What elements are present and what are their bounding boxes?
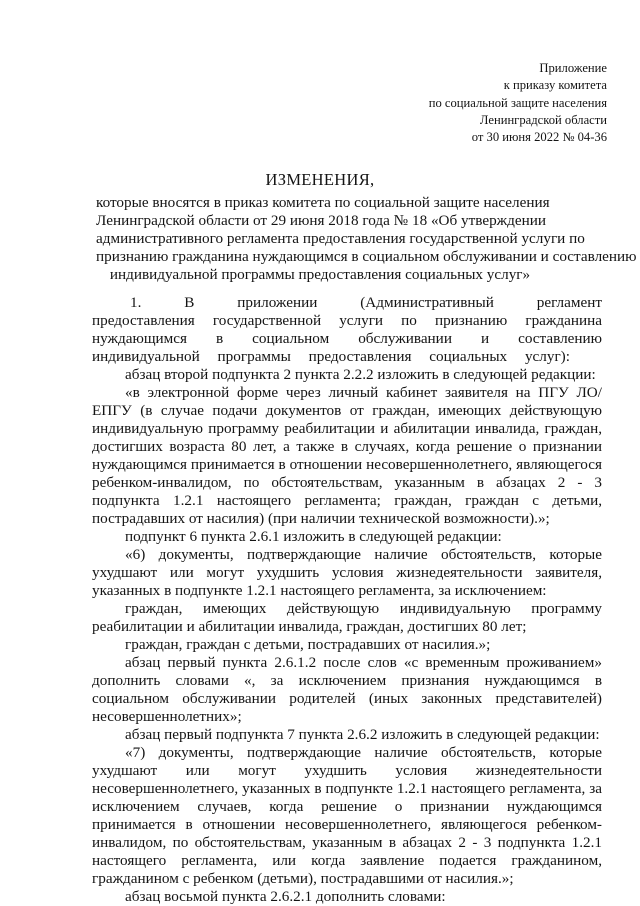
paragraph-item-1: 1. В приложении (Административный регламент предоставления государственной услуги по признанию гражданина нуждающимся в социальном обслуживании и составлению индивидуальной программы предоставления социальных услуг): bbox=[92, 294, 602, 365]
appendix-line: Ленинградской области bbox=[479, 112, 607, 127]
subtitle-line: признанию гражданина нуждающимся в социальном обслуживании и составлению bbox=[96, 248, 637, 265]
paragraph: абзац восьмой пункта 2.6.2.1 дополнить словами: bbox=[125, 888, 446, 905]
appendix-block bbox=[429, 60, 607, 146]
paragraph: абзац первый пункта 2.6.1.2 после слов «с временным проживанием» дополнить словами «, за исключением признания нуждающимся в социальном обслуживании родителей (иных законных представителей) несовершеннолетних»; bbox=[92, 654, 602, 725]
subtitle-line: административного регламента предоставления государственной услуги по bbox=[96, 230, 585, 247]
document-subtitle bbox=[96, 194, 637, 284]
appendix-line: к приказу комитета bbox=[503, 78, 607, 93]
paragraph: граждан, граждан с детьми, пострадавших от насилия.»; bbox=[125, 636, 491, 653]
appendix-line: Приложение bbox=[539, 61, 607, 75]
appendix-line: по социальной защите населения bbox=[428, 95, 607, 110]
paragraph: подпункт 6 пункта 2.6.1 изложить в следующей редакции: bbox=[125, 528, 502, 545]
paragraph: абзац первый подпункта 7 пункта 2.6.2 изложить в следующей редакции: bbox=[125, 726, 600, 743]
subtitle-line: Ленинградской области от 29 июня 2018 года № 18 «Об утверждении bbox=[96, 212, 547, 229]
appendix-line: от 30 июня 2022 № 04-36 bbox=[471, 130, 607, 145]
subtitle-line: которые вносятся в приказ комитета по социальной защите населения bbox=[96, 194, 550, 211]
document-body bbox=[92, 294, 602, 906]
paragraph: абзац второй подпункта 2 пункта 2.2.2 изложить в следующей редакции: bbox=[125, 366, 596, 383]
subtitle-line: индивидуальной программы предоставления социальных услуг» bbox=[109, 266, 531, 283]
document-title: ИЗМЕНЕНИЯ, bbox=[265, 170, 375, 189]
paragraph: «в электронной форме через личный кабинет заявителя на ПГУ ЛО/ЕПГУ (в случае подачи документов от граждан, имеющих действующую индивидуальную программу реабилитации и абилитации инвалида, граждан, достигших возраста 80 лет, а также в случаях, когда решение о признании нуждающимся принимается в отношении несовершеннолетнего, являющегося ребенком-инвалидом, по обстоятельствам, указанным в абзацах 2 - 3 подпункта 1.2.1 настоящего регламента; граждан, граждан с детьми, пострадавших от насилия) (при наличии технической возможности).»; bbox=[92, 384, 602, 527]
paragraph: граждан, имеющих действующую индивидуальную программу реабилитации и абилитации инвалида, граждан, достигших 80 лет; bbox=[92, 600, 602, 635]
paragraph: «6) документы, подтверждающие наличие обстоятельств, которые ухудшают или могут ухудшить условия жизнедеятельности заявителя, указанных в подпункте 1.2.1 настоящего регламента, за исключением: bbox=[92, 546, 602, 599]
paragraph: «7) документы, подтверждающие наличие обстоятельств, которые ухудшают или могут ухудшить условия жизнедеятельности несовершеннолетнего, указанных в подпункте 1.2.1 настоящего регламента, за исключением случаев, когда решение о признании нуждающимся принимается в отношении несовершеннолетнего, являющегося ребенком-инвалидом, по обстоятельствам, указанным в абзацах 2 - 3 подпункта 1.2.1 настоящего регламента, или когда заявление подается гражданином, гражданином с ребенком (детьми), пострадавшими от насилия.»; bbox=[92, 744, 602, 887]
